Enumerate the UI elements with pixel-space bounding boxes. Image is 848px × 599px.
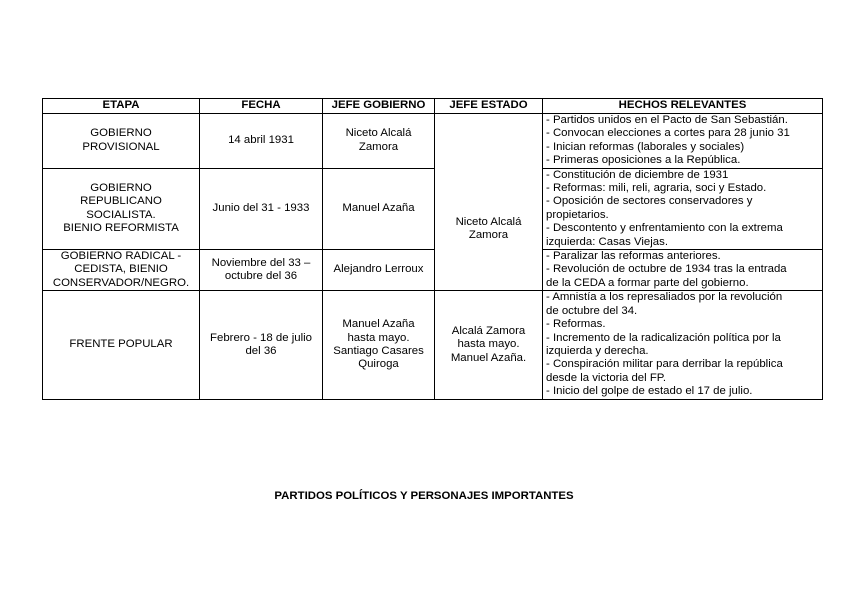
header-fecha: FECHA	[200, 99, 323, 114]
header-jefe-gobierno: JEFE GOBIERNO	[323, 99, 435, 114]
hecho-line: - Inicio del golpe de estado el 17 de julio.	[546, 385, 753, 398]
etapa-cell	[43, 114, 200, 169]
hecho-line: - Reformas: mili, reli, agraria, soci y Estado.	[546, 182, 767, 195]
hecho-line: - Constitución de diciembre de 1931	[546, 168, 729, 181]
hecho-line: de la CEDA a formar parte del gobierno.	[546, 276, 749, 289]
hecho-line: - Descontento y enfrentamiento con la extrema	[546, 222, 783, 235]
fecha-cell	[200, 168, 323, 249]
etapa-line: GOBIERNO RADICAL -	[60, 250, 182, 263]
jefe-estado-cell	[435, 291, 543, 399]
etapa-cell	[43, 250, 200, 291]
etapa-line: PROVISIONAL	[82, 140, 160, 153]
hechos-cell	[543, 291, 823, 399]
etapa-line: CONSERVADOR/NEGRO.	[52, 276, 190, 289]
fecha-line: 14 abril 1931	[228, 134, 294, 147]
fecha-line: Noviembre del 33 –	[211, 256, 311, 269]
fecha-line: Junio del 31 - 1933	[212, 202, 310, 215]
jefe-gobierno-line: Niceto Alcalá	[345, 127, 412, 140]
table-row	[43, 168, 823, 249]
jefe-gobierno-cell	[323, 250, 435, 291]
jefe-estado-line: Alcalá Zamora	[451, 324, 526, 337]
fecha-line: Febrero - 18 de julio	[210, 331, 312, 344]
etapa-line: REPUBLICANO	[80, 195, 162, 208]
jefe-estado-line: Manuel Azaña.	[450, 351, 527, 364]
hecho-line: - Reformas.	[546, 318, 606, 331]
header-row	[43, 99, 823, 114]
fecha-line: del 36	[245, 344, 277, 357]
hecho-line: de octubre del 34.	[546, 304, 638, 317]
jefe-estado-cell	[435, 114, 543, 169]
jefe-gobierno-line: hasta mayo.	[347, 331, 410, 344]
etapa-line: FRENTE POPULAR	[69, 338, 173, 351]
etapa-cell	[43, 291, 200, 399]
header-hechos-relevantes: HECHOS RELEVANTES	[543, 99, 823, 114]
hecho-line: - Partidos unidos en el Pacto de San Sebastián.	[546, 114, 788, 126]
hechos-cell	[543, 168, 823, 249]
hecho-line: - Incremento de la radicalización política por la	[546, 331, 781, 344]
jefe-gobierno-line: Santiago Casares	[333, 344, 424, 357]
jefe-gobierno-line: Quiroga	[358, 358, 399, 371]
jefe-gobierno-line: Manuel Azaña	[342, 318, 415, 331]
etapa-line: GOBIERNO	[90, 182, 152, 195]
hecho-line: - Inician reformas (laborales y sociales)	[546, 140, 745, 153]
table-row	[43, 250, 823, 291]
jefe-estado-cell	[435, 168, 543, 291]
etapa-line: GOBIERNO	[90, 127, 152, 140]
hecho-line: izquierda y derecha.	[546, 344, 649, 357]
hecho-line: desde la victoria del FP.	[546, 371, 667, 384]
etapa-cell	[43, 168, 200, 249]
etapa-line: CEDISTA, BIENIO	[74, 263, 168, 276]
etapa-line: SOCIALISTA.	[86, 208, 156, 221]
jefe-gobierno-cell	[323, 291, 435, 399]
hechos-cell	[543, 250, 823, 291]
hecho-line: - Amnistía a los represaliados por la revolución	[546, 291, 783, 304]
fecha-line: octubre del 36	[224, 270, 298, 283]
header-etapa: ETAPA	[43, 99, 200, 114]
fecha-cell	[200, 291, 323, 399]
fecha-cell	[200, 114, 323, 169]
table-header	[43, 99, 823, 114]
jefe-estado-line: Niceto Alcalá	[455, 215, 522, 228]
table-row	[43, 114, 823, 169]
hecho-line: - Conspiración militar para derribar la república	[546, 358, 783, 371]
jefe-gobierno-cell	[323, 168, 435, 249]
hechos-cell	[543, 114, 823, 169]
fecha-cell	[200, 250, 323, 291]
hecho-line: - Convocan elecciones a cortes para 28 junio 31	[546, 127, 790, 140]
hecho-line: izquierda: Casas Viejas.	[546, 235, 668, 248]
hecho-line: - Revolución de octubre de 1934 tras la entrada	[546, 263, 787, 276]
jefe-gobierno-line: Zamora	[358, 140, 399, 153]
etapa-line: BIENIO REFORMISTA	[63, 222, 179, 235]
jefe-estado-line: hasta mayo.	[457, 338, 520, 351]
jefe-estado-line: Zamora	[468, 229, 509, 242]
jefe-gobierno-cell	[323, 114, 435, 169]
header-jefe-estado: JEFE ESTADO	[435, 99, 543, 114]
table-row	[43, 291, 823, 399]
hecho-line: - Oposición de sectores conservadores y	[546, 195, 753, 208]
jefe-gobierno-line: Alejandro Lerroux	[333, 263, 424, 276]
hecho-line: propietarios.	[546, 208, 609, 221]
history-table	[42, 98, 823, 400]
hecho-line: - Primeras oposiciones a la República.	[546, 154, 741, 167]
hecho-line: - Paralizar las reformas anteriores.	[546, 250, 721, 263]
jefe-gobierno-line: Manuel Azaña	[342, 202, 415, 215]
section-title: PARTIDOS POLÍTICOS Y PERSONAJES IMPORTANTES	[274, 490, 574, 502]
